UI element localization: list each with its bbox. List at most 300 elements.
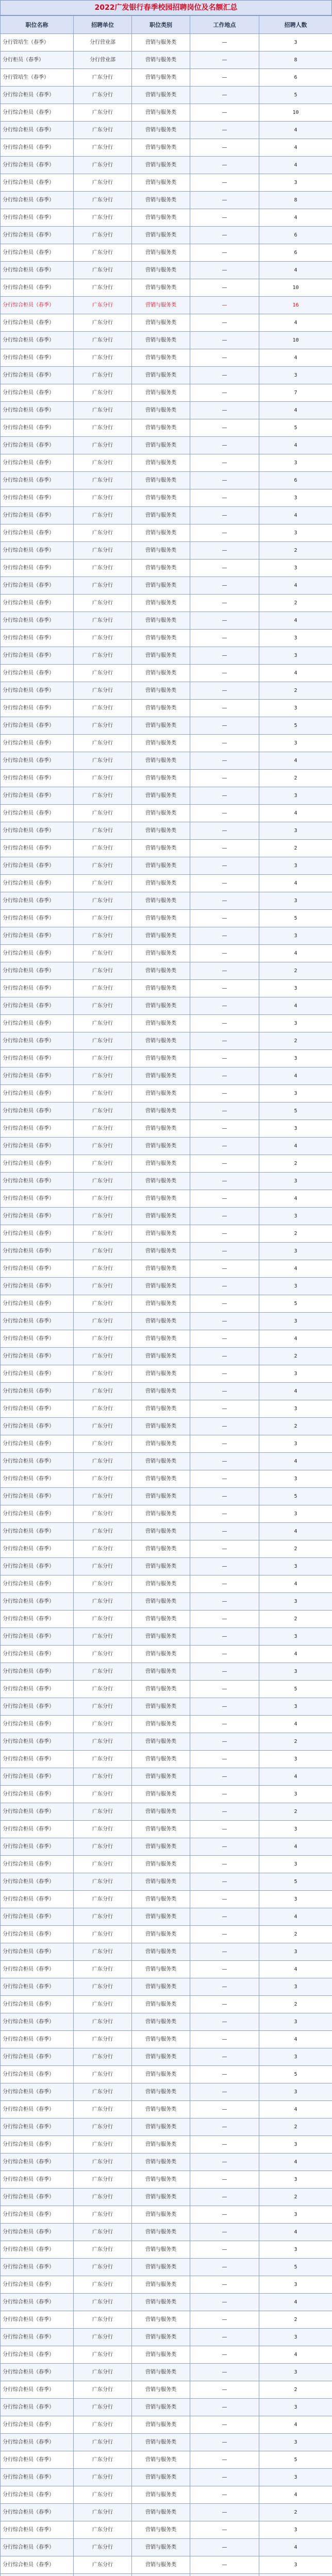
unit-cell: 广东分行 [74, 1891, 132, 1908]
category-cell: 营销与服务类 [132, 2031, 190, 2048]
position-cell: 分行综合柜员（春季） [1, 997, 74, 1015]
location-cell: — [190, 1120, 259, 1138]
table-row [1, 314, 332, 332]
headcount-cell: 4 [259, 1260, 332, 1278]
location-cell: — [190, 1313, 259, 1330]
table-row [1, 1628, 332, 1646]
position-cell: 分行综合柜员（春季） [1, 1032, 74, 1050]
position-cell: 分行综合柜员（春季） [1, 349, 74, 367]
position-cell: 分行综合柜员（春季） [1, 1873, 74, 1891]
headcount-cell: 3 [259, 1856, 332, 1873]
headcount-cell: 2 [259, 1996, 332, 2013]
position-cell: 分行综合柜员（春季） [1, 1838, 74, 1856]
table-row [1, 1716, 332, 1733]
category-cell: 营销与服务类 [132, 1085, 190, 1103]
category-cell: 营销与服务类 [132, 1348, 190, 1365]
unit-cell: 广东分行 [74, 857, 132, 875]
table-row [1, 1067, 332, 1085]
position-cell: 分行综合柜员（春季） [1, 1593, 74, 1611]
category-cell: 营销与服务类 [132, 2101, 190, 2119]
location-cell: — [190, 52, 259, 69]
headcount-cell: 3 [259, 34, 332, 52]
unit-cell: 广东分行 [74, 1681, 132, 1698]
table-row [1, 2031, 332, 2048]
category-cell: 营销与服务类 [132, 542, 190, 560]
location-cell: — [190, 2294, 259, 2311]
category-cell: 营销与服务类 [132, 69, 190, 87]
location-cell: — [190, 402, 259, 419]
headcount-cell: 2 [259, 1926, 332, 1943]
category-cell: 营销与服务类 [132, 524, 190, 542]
headcount-cell: 3 [259, 2556, 332, 2574]
headcount-cell: 3 [259, 1698, 332, 1716]
headcount-cell: 3 [259, 2276, 332, 2294]
table-row [1, 1505, 332, 1523]
unit-cell: 广东分行 [74, 454, 132, 472]
category-cell: 营销与服务类 [132, 2364, 190, 2381]
position-cell: 分行综合柜员（春季） [1, 2136, 74, 2154]
position-cell: 分行综合柜员（春季） [1, 1050, 74, 1067]
headcount-cell: 4 [259, 997, 332, 1015]
unit-cell: 广东分行 [74, 1435, 132, 1453]
position-cell: 分行综合柜员（春季） [1, 1786, 74, 1803]
location-cell: — [190, 1190, 259, 1208]
position-cell: 分行综合柜员（春季） [1, 367, 74, 384]
unit-cell: 广东分行 [74, 1173, 132, 1190]
headcount-cell: 3 [259, 1751, 332, 1768]
headcount-cell: 3 [259, 787, 332, 805]
unit-cell: 广东分行 [74, 1260, 132, 1278]
unit-cell: 广东分行 [74, 927, 132, 945]
position-cell: 分行管培生（春季） [1, 34, 74, 52]
unit-cell: 广东分行 [74, 1926, 132, 1943]
unit-cell: 广东分行 [74, 384, 132, 402]
table-row [1, 1663, 332, 1681]
position-cell: 分行综合柜员（春季） [1, 1365, 74, 1383]
position-cell: 分行综合柜员（春季） [1, 1523, 74, 1540]
position-cell: 分行综合柜员（春季） [1, 139, 74, 157]
headcount-cell: 4 [259, 2031, 332, 2048]
headcount-cell: 6 [259, 227, 332, 244]
headcount-cell: 3 [259, 735, 332, 752]
unit-cell: 广东分行 [74, 1575, 132, 1593]
table-row [1, 2399, 332, 2416]
headcount-cell: 5 [259, 1873, 332, 1891]
location-cell: — [190, 349, 259, 367]
unit-cell: 广东分行 [74, 1821, 132, 1838]
position-cell: 分行综合柜员（春季） [1, 892, 74, 910]
category-cell: 营销与服务类 [132, 2539, 190, 2556]
unit-cell: 广东分行 [74, 507, 132, 524]
table-row [1, 2556, 332, 2574]
unit-cell: 广东分行 [74, 1663, 132, 1681]
location-cell: — [190, 2451, 259, 2469]
table-row [1, 2224, 332, 2241]
position-cell: 分行综合柜员（春季） [1, 2504, 74, 2521]
category-cell [132, 2574, 190, 2576]
unit-cell: 广东分行 [74, 2346, 132, 2364]
table-row [1, 1961, 332, 1978]
position-cell: 分行综合柜员（春季） [1, 174, 74, 192]
location-cell: — [190, 752, 259, 770]
category-cell: 营销与服务类 [132, 2136, 190, 2154]
category-cell: 营销与服务类 [132, 1908, 190, 1926]
position-cell: 分行综合柜员（春季） [1, 2189, 74, 2206]
table-row [1, 2381, 332, 2399]
position-cell: 分行综合柜员（春季） [1, 279, 74, 297]
position-cell: 分行综合柜员（春季） [1, 1383, 74, 1400]
position-cell: 分行综合柜员（春季） [1, 1103, 74, 1120]
table-row [1, 2416, 332, 2434]
unit-cell: 广东分行 [74, 87, 132, 104]
location-cell: — [190, 2469, 259, 2486]
headcount-cell: 10 [259, 279, 332, 297]
category-cell: 营销与服务类 [132, 332, 190, 349]
headcount-cell: 4 [259, 612, 332, 630]
unit-cell: 广东分行 [74, 717, 132, 735]
headcount-cell: 16 [259, 297, 332, 314]
unit-cell: 广东分行 [74, 192, 132, 209]
headcount-cell: 3 [259, 524, 332, 542]
position-cell: 分行综合柜员（春季） [1, 2539, 74, 2556]
table-row [1, 174, 332, 192]
location-cell: — [190, 1260, 259, 1278]
location-cell: — [190, 192, 259, 209]
category-cell: 营销与服务类 [132, 1418, 190, 1435]
table-row [1, 262, 332, 279]
unit-cell: 广东分行 [74, 1278, 132, 1295]
table-row [1, 2276, 332, 2294]
location-cell: — [190, 227, 259, 244]
position-cell: 分行综合柜员（春季） [1, 542, 74, 560]
category-cell: 营销与服务类 [132, 1961, 190, 1978]
position-cell: 分行综合柜员（春季） [1, 437, 74, 454]
table-row [1, 1050, 332, 1067]
unit-cell: 广东分行 [74, 1488, 132, 1505]
headcount-cell: 6 [259, 244, 332, 262]
location-cell: — [190, 209, 259, 227]
table-row [1, 2259, 332, 2276]
position-cell: 分行综合柜员（春季） [1, 840, 74, 857]
table-row [1, 1173, 332, 1190]
unit-cell: 广东分行 [74, 2066, 132, 2083]
category-cell: 营销与服务类 [132, 2504, 190, 2521]
headcount-cell: 4 [259, 577, 332, 595]
position-cell: 分行综合柜员（春季） [1, 87, 74, 104]
unit-cell: 广东分行 [74, 2224, 132, 2241]
headcount-cell: 2 [259, 595, 332, 612]
position-cell: 分行综合柜员（春季） [1, 244, 74, 262]
category-cell: 营销与服务类 [132, 1803, 190, 1821]
location-cell: — [190, 2013, 259, 2031]
table-row [1, 34, 332, 52]
position-cell: 分行综合柜员（春季） [1, 314, 74, 332]
position-cell: 分行综合柜员（春季） [1, 209, 74, 227]
location-cell: — [190, 1505, 259, 1523]
position-cell: 分行综合柜员（春季） [1, 787, 74, 805]
position-cell: 分行综合柜员（春季） [1, 1505, 74, 1523]
category-cell: 营销与服务类 [132, 1996, 190, 2013]
headcount-cell: 3 [259, 2013, 332, 2031]
position-cell: 分行综合柜员（春季） [1, 1891, 74, 1908]
headcount-cell: 2 [259, 2119, 332, 2136]
unit-cell: 广东分行 [74, 2329, 132, 2346]
category-cell: 营销与服务类 [132, 1856, 190, 1873]
position-cell: 分行综合柜员（春季） [1, 752, 74, 770]
position-cell: 分行综合柜员（春季） [1, 1681, 74, 1698]
category-cell: 营销与服务类 [132, 87, 190, 104]
category-cell: 营销与服务类 [132, 2521, 190, 2539]
category-cell: 营销与服务类 [132, 139, 190, 157]
table-row [1, 682, 332, 700]
unit-cell: 广东分行 [74, 2276, 132, 2294]
position-cell: 分行综合柜员（春季） [1, 1646, 74, 1663]
unit-cell: 广东分行 [74, 1190, 132, 1208]
location-cell: — [190, 1067, 259, 1085]
location-cell: — [190, 1523, 259, 1540]
position-cell: 分行综合柜员（春季） [1, 2013, 74, 2031]
category-cell: 营销与服务类 [132, 1575, 190, 1593]
headcount-cell: 3 [259, 1400, 332, 1418]
position-cell: 分行综合柜员（春季） [1, 1575, 74, 1593]
table-row [1, 612, 332, 630]
location-cell: — [190, 577, 259, 595]
headcount-cell: 3 [259, 857, 332, 875]
location-cell: — [190, 2154, 259, 2171]
position-cell: 分行综合柜员（春季） [1, 1085, 74, 1103]
table-row [1, 595, 332, 612]
table-row [1, 402, 332, 419]
category-cell: 营销与服务类 [132, 1103, 190, 1120]
position-cell: 分行综合柜员（春季） [1, 262, 74, 279]
headcount-cell: 3 [259, 1050, 332, 1067]
location-cell: — [190, 2381, 259, 2399]
headcount-cell: 5 [259, 910, 332, 927]
headcount-cell: 2 [259, 2381, 332, 2399]
unit-cell: 广东分行 [74, 244, 132, 262]
category-cell: 营销与服务类 [132, 1751, 190, 1768]
headcount-cell: 3 [259, 2329, 332, 2346]
location-cell: — [190, 1173, 259, 1190]
headcount-cell: 3 [259, 560, 332, 577]
position-cell: 分行综合柜员（春季） [1, 1558, 74, 1575]
location-cell: — [190, 2399, 259, 2416]
position-cell: 分行综合柜员（春季） [1, 1488, 74, 1505]
location-cell: — [190, 437, 259, 454]
headcount-cell: 3 [259, 2171, 332, 2189]
headcount-cell: 4 [259, 805, 332, 822]
unit-cell: 广东分行 [74, 1103, 132, 1120]
unit-cell: 广东分行 [74, 297, 132, 314]
unit-cell: 广东分行 [74, 2101, 132, 2119]
unit-cell: 广东分行 [74, 367, 132, 384]
category-cell: 营销与服务类 [132, 2224, 190, 2241]
unit-cell: 广东分行 [74, 332, 132, 349]
headcount-cell: 2 [259, 1348, 332, 1365]
location-cell: — [190, 1575, 259, 1593]
category-cell: 营销与服务类 [132, 612, 190, 630]
headcount-cell: 3 [259, 2241, 332, 2259]
unit-cell: 广东分行 [74, 1505, 132, 1523]
category-cell: 营销与服务类 [132, 1558, 190, 1575]
unit-cell: 广东分行 [74, 1015, 132, 1032]
category-cell: 营销与服务类 [132, 717, 190, 735]
location-cell: — [190, 262, 259, 279]
table-row [1, 735, 332, 752]
table-row [1, 1470, 332, 1488]
headcount-cell: 3 [259, 822, 332, 840]
location-cell: — [190, 69, 259, 87]
position-cell: 分行综合柜员（春季） [1, 735, 74, 752]
unit-cell: 广东分行 [74, 665, 132, 682]
table-row [1, 1908, 332, 1926]
location-cell: — [190, 1435, 259, 1453]
headcount-cell: 3 [259, 1786, 332, 1803]
unit-cell: 广东分行 [74, 1803, 132, 1821]
position-cell: 分行综合柜员（春季） [1, 1453, 74, 1470]
column-header-headcount: 招聘人数 [259, 16, 332, 34]
headcount-cell: 3 [259, 1243, 332, 1260]
unit-cell [74, 2574, 132, 2576]
table-row [1, 384, 332, 402]
location-cell: — [190, 34, 259, 52]
table-row [1, 1295, 332, 1313]
table-row [1, 2083, 332, 2101]
category-cell: 营销与服务类 [132, 1593, 190, 1611]
unit-cell: 广东分行 [74, 69, 132, 87]
category-cell: 营销与服务类 [132, 1173, 190, 1190]
table-row [1, 419, 332, 437]
unit-cell: 广东分行 [74, 2556, 132, 2574]
position-cell: 分行综合柜员（春季） [1, 1663, 74, 1681]
unit-cell: 广东分行 [74, 1243, 132, 1260]
category-cell: 营销与服务类 [132, 2469, 190, 2486]
headcount-cell: 2 [259, 840, 332, 857]
category-cell: 营销与服务类 [132, 1611, 190, 1628]
category-cell: 营销与服务类 [132, 472, 190, 489]
unit-cell: 广东分行 [74, 1733, 132, 1751]
headcount-cell: 4 [259, 1453, 332, 1470]
position-cell: 分行综合柜员（春季） [1, 1418, 74, 1435]
unit-cell: 广东分行 [74, 1698, 132, 1716]
position-cell: 分行综合柜员（春季） [1, 1225, 74, 1243]
position-cell: 分行综合柜员（春季） [1, 770, 74, 787]
unit-cell: 广东分行 [74, 2294, 132, 2311]
headcount-cell: 4 [259, 2539, 332, 2556]
unit-cell: 广东分行 [74, 2031, 132, 2048]
unit-cell: 广东分行 [74, 822, 132, 840]
position-cell: 分行综合柜员（春季） [1, 1856, 74, 1873]
location-cell: — [190, 1716, 259, 1733]
headcount-cell: 5 [259, 1103, 332, 1120]
table-row [1, 1593, 332, 1611]
location-cell: — [190, 1453, 259, 1470]
position-cell: 分行综合柜员（春季） [1, 1067, 74, 1085]
position-cell: 分行综合柜员（春季） [1, 612, 74, 630]
headcount-cell: 4 [259, 402, 332, 419]
location-cell: — [190, 1873, 259, 1891]
category-cell: 营销与服务类 [132, 1295, 190, 1313]
category-cell: 营销与服务类 [132, 104, 190, 122]
location-cell: — [190, 1155, 259, 1173]
position-cell: 分行综合柜员（春季） [1, 2154, 74, 2171]
unit-cell: 广东分行 [74, 1330, 132, 1348]
unit-cell: 广东分行 [74, 349, 132, 367]
category-cell: 营销与服务类 [132, 2119, 190, 2136]
position-cell: 分行综合柜员（春季） [1, 1698, 74, 1716]
category-cell: 营销与服务类 [132, 1120, 190, 1138]
headcount-cell: 3 [259, 1120, 332, 1138]
headcount-cell: 2 [259, 1418, 332, 1435]
table-row [1, 665, 332, 682]
unit-cell: 广东分行 [74, 1453, 132, 1470]
category-cell: 营销与服务类 [132, 402, 190, 419]
location-cell: — [190, 1803, 259, 1821]
table-row [1, 1751, 332, 1768]
headcount-cell: 4 [259, 2101, 332, 2119]
position-cell: 分行综合柜员（春季） [1, 2364, 74, 2381]
category-cell: 营销与服务类 [132, 507, 190, 524]
table-row [1, 1138, 332, 1155]
location-cell: — [190, 1611, 259, 1628]
location-cell: — [190, 472, 259, 489]
location-cell: — [190, 595, 259, 612]
unit-cell: 广东分行 [74, 2416, 132, 2434]
unit-cell: 广东分行 [74, 1540, 132, 1558]
category-cell: 营销与服务类 [132, 209, 190, 227]
position-cell: 分行综合柜员（春季） [1, 1243, 74, 1260]
header-row [1, 16, 332, 34]
headcount-cell: 3 [259, 1015, 332, 1032]
position-cell: 分行综合柜员（春季） [1, 192, 74, 209]
unit-cell: 广东分行 [74, 577, 132, 595]
location-cell: — [190, 2416, 259, 2434]
category-cell: 营销与服务类 [132, 647, 190, 665]
unit-cell: 广东分行 [74, 647, 132, 665]
location-cell: — [190, 1138, 259, 1155]
headcount-cell: 4 [259, 122, 332, 139]
position-cell: 分行综合柜员（春季） [1, 927, 74, 945]
headcount-cell: 2 [259, 1611, 332, 1628]
category-cell: 营销与服务类 [132, 1540, 190, 1558]
category-cell: 营销与服务类 [132, 805, 190, 822]
position-cell: 分行综合柜员（春季） [1, 1611, 74, 1628]
table-row [1, 2486, 332, 2504]
category-cell: 营销与服务类 [132, 2311, 190, 2329]
unit-cell: 广东分行 [74, 1365, 132, 1383]
headcount-cell: 4 [259, 262, 332, 279]
category-cell: 营销与服务类 [132, 1873, 190, 1891]
table-row [1, 1523, 332, 1540]
headcount-cell: 4 [259, 1330, 332, 1348]
position-cell: 分行综合柜员（春季） [1, 980, 74, 997]
location-cell: — [190, 1470, 259, 1488]
headcount-cell: 3 [259, 2048, 332, 2066]
table-row [1, 805, 332, 822]
unit-cell: 广东分行 [74, 402, 132, 419]
location-cell: — [190, 717, 259, 735]
category-cell: 营销与服务类 [132, 822, 190, 840]
position-cell: 分行综合柜员（春季） [1, 2434, 74, 2451]
location-cell: — [190, 2539, 259, 2556]
category-cell: 营销与服务类 [132, 2171, 190, 2189]
location-cell: — [190, 104, 259, 122]
location-cell: — [190, 174, 259, 192]
headcount-cell: 4 [259, 752, 332, 770]
headcount-cell: 4 [259, 2486, 332, 2504]
location-cell: — [190, 1646, 259, 1663]
location-cell: — [190, 1032, 259, 1050]
